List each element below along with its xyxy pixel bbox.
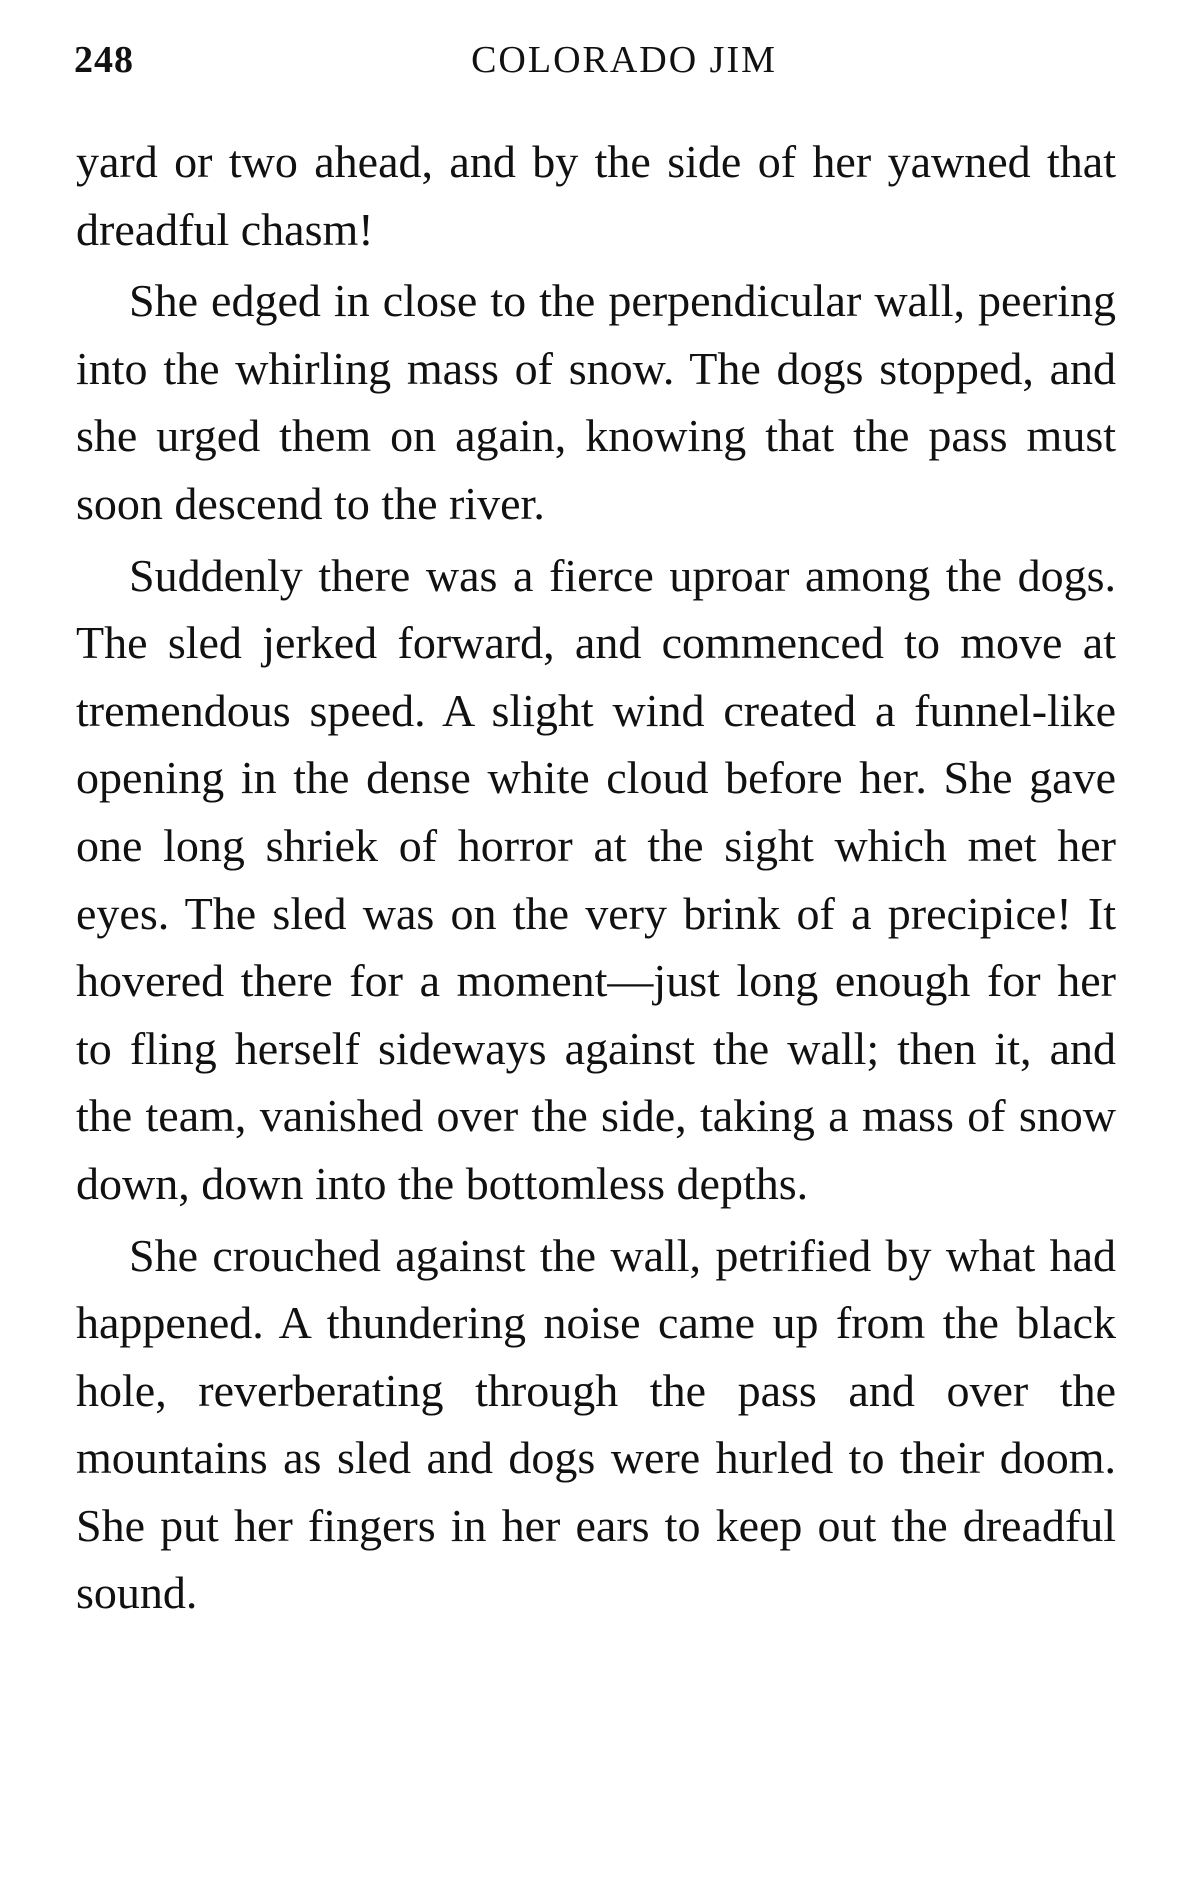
page-number: 248 [74,39,134,81]
paragraph: Suddenly there was a fierce uproar among the dogs. The sled jerked forward, and commenced to move at tremendous speed. A slight wind created a funnel-like opening in the dense white cloud before her. She gave one long shriek of horror at the sight which met her eyes. The sled was on the very brink of a precipice! It hovered there for a moment—just long enough for her to fling herself sideways against the wall; then it, and the team, vanished over the side, taking a mass of snow down, down into the bottomless depths. [76,549,1116,1209]
running-title: COLORADO JIM [471,39,777,81]
page-header [74,38,1114,88]
paragraph: She edged in close to the perpendicular wall, peering into the whirling mass of snow. The dogs stopped, and she urged them on again, knowing that the pass must soon descend to the river. [76,275,1116,529]
body-text [76,128,1116,1631]
paragraph: She crouched against the wall, petrified by what had happened. A thundering noise came up from the black hole, reverberating through the pass and over the mountains as sled and dogs were hurled to their doom. She put her fingers in her ears to keep out the dreadful sound. [76,1229,1116,1619]
paragraph-continuation: yard or two ahead, and by the side of her yawned that dreadful chasm! [76,136,1116,255]
